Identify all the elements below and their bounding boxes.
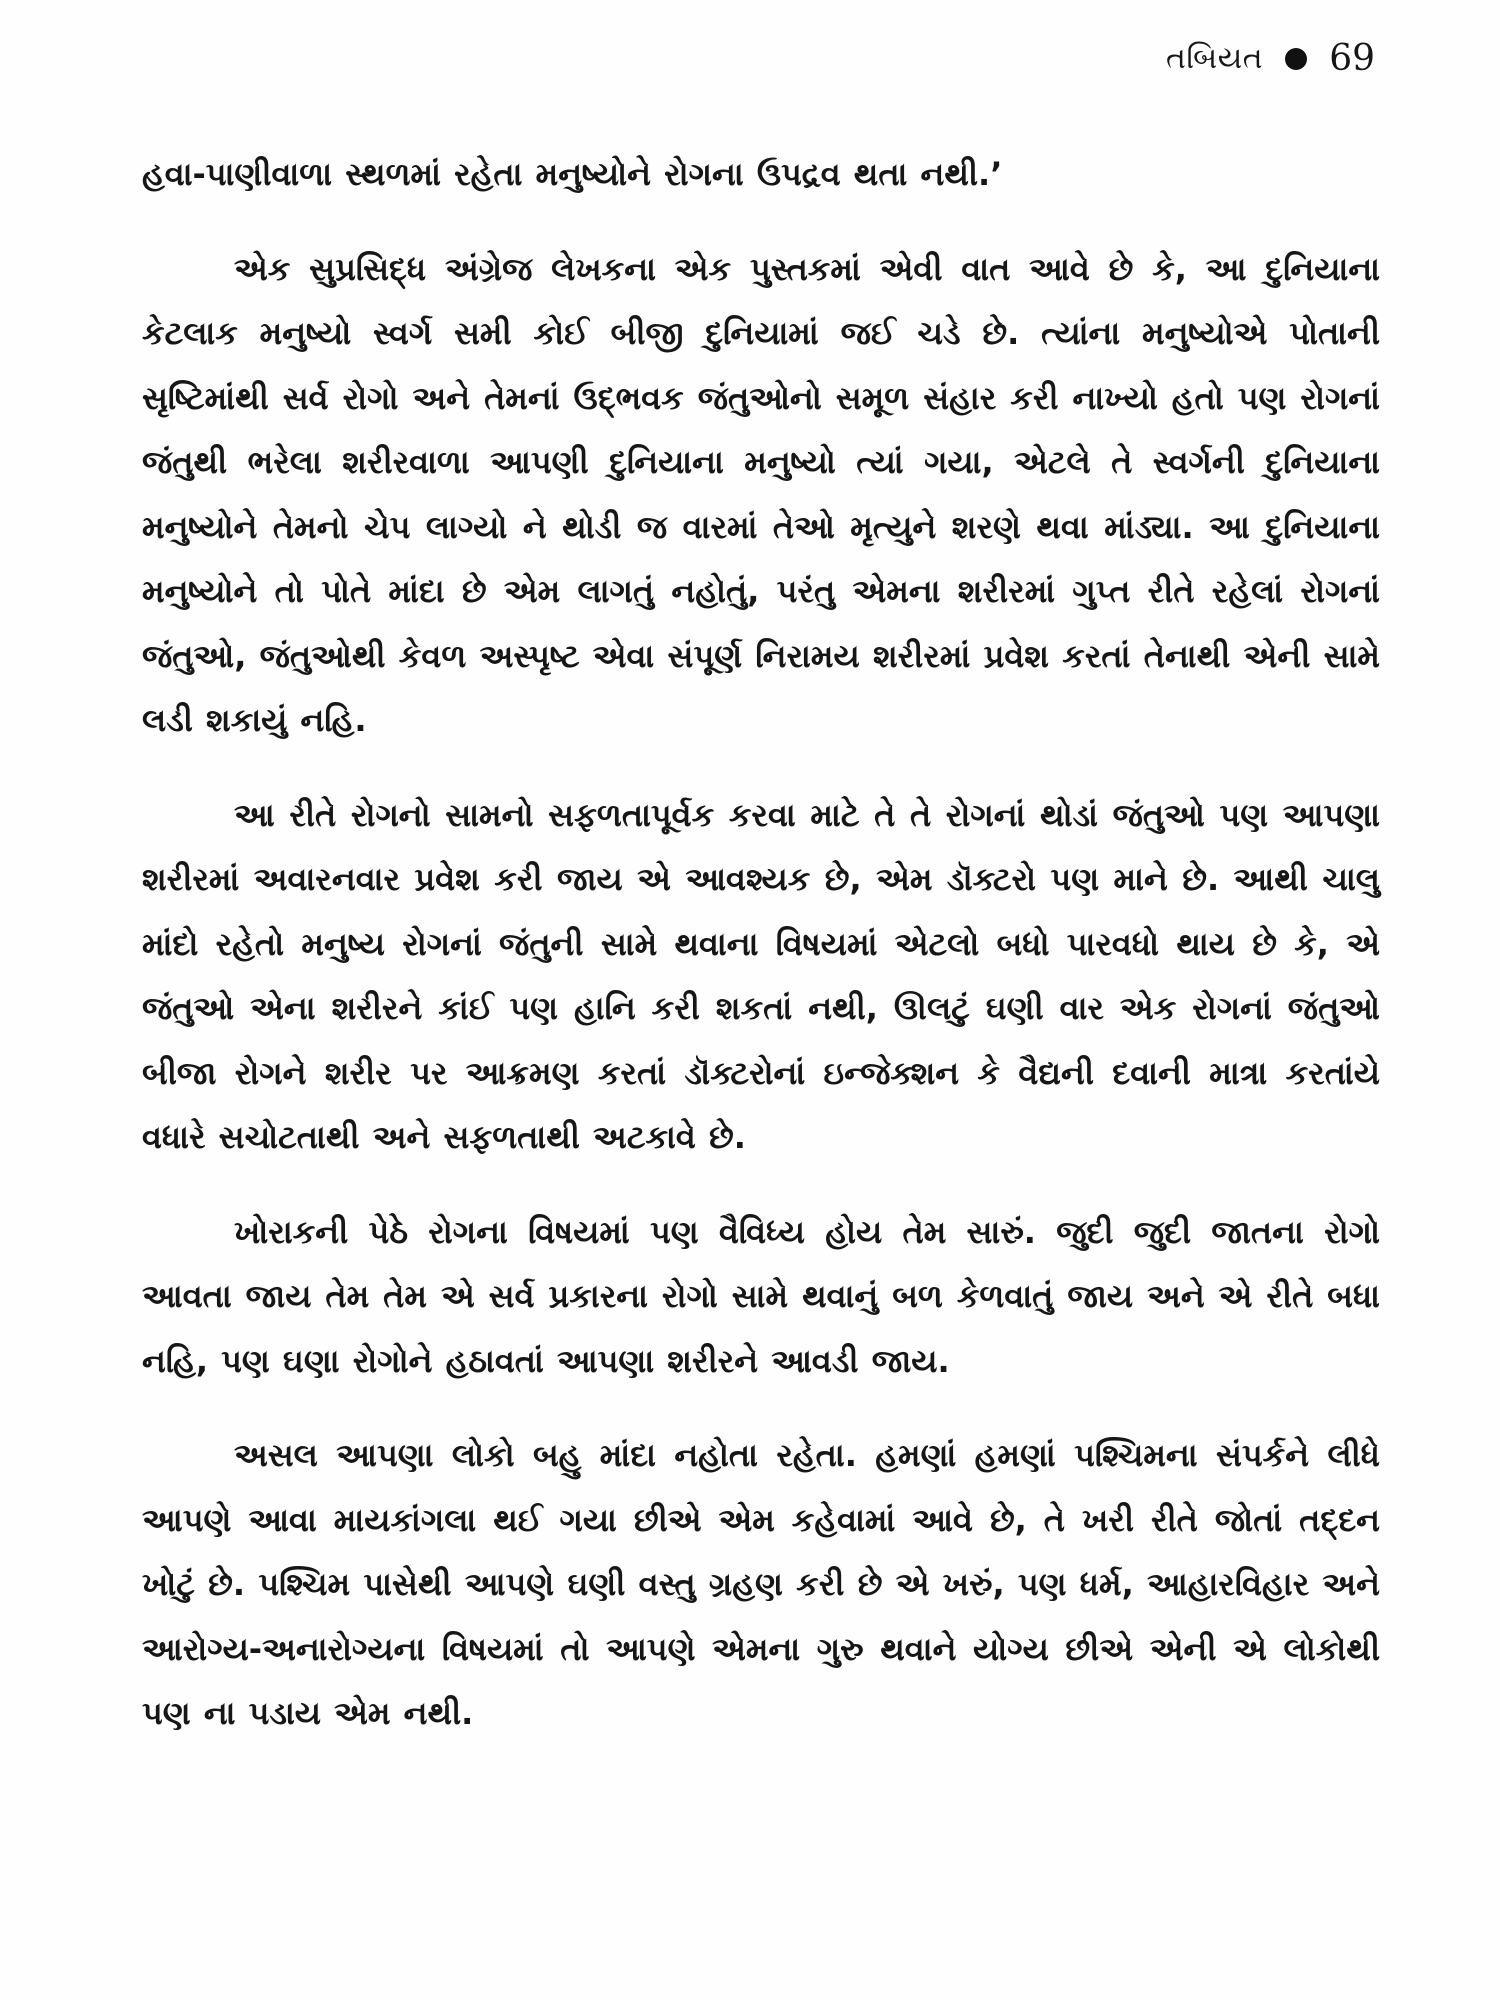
page-body	[142, 142, 1380, 1776]
page-number: 69	[1329, 38, 1375, 79]
paragraph: ખોરાકની પેઠે રોગના વિષયમાં પણ વૈવિધ્ય હોય તેમ સારું. જુદી જુદી જાતના રોગો આવતા જાય તેમ તેમ એ સર્વ પ્રકારના રોગો સામે થવાનું બળ કેળવાતું જાય અને એ રીતે બધા નહિ, પણ ઘણા રોગોને હઠાવતાં આપણા શરીરને આવડી જાય.	[142, 1212, 1380, 1380]
page-header	[1166, 38, 1375, 79]
bullet-icon	[1285, 48, 1307, 70]
paragraph: એક સુપ્રસિદ્ધ અંગ્રેજ લેખકના એક પુસ્તકમાં એવી વાત આવે છે કે, આ દુનિયાના કેટલાક મનુષ્યો સ્વર્ગ સમી કોઈ બીજી દુનિયામાં જઈ ચડે છે. ત્યાંના મનુષ્યોએ પોતાની સૃષ્ટિમાંથી સર્વ રોગો અને તેમનાં ઉદ્ભવક જંતુઓનો સમૂળ સંહાર કરી નાખ્યો હતો પણ રોગનાં જંતુથી ભરેલા શરીરવાળા આપણી દુનિયાના મનુષ્યો ત્યાં ગયા, એટલે તે સ્વર્ગની દુનિયાના મનુષ્યોને તેમનો ચેપ લાગ્યો ને થોડી જ વારમાં તેઓ મૃત્યુને શરણે થવા માંડ્યા. આ દુનિયાના મનુષ્યોને તો પોતે માંદા છે એમ લાગતું નહોતું, પરંતુ એમના શરીરમાં ગુપ્ત રીતે રહેલાં રોગનાં જંતુઓ, જંતુઓથી કેવળ અસ્પૃષ્ટ એવા સંપૂર્ણ નિરામય શરીરમાં પ્રવેશ કરતાં તેનાથી એની સામે લડી શકાયું નહિ.	[142, 249, 1380, 739]
paragraph: આ રીતે રોગનો સામનો સફળતાપૂર્વક કરવા માટે તે તે રોગનાં થોડાં જંતુઓ પણ આપણા શરીરમાં અવારનવાર પ્રવેશ કરી જાય એ આવશ્યક છે, એમ ડૉક્ટરો પણ માને છે. આથી ચાલુ માંદો રહેતો મનુષ્ય રોગનાં જંતુની સામે થવાના વિષયમાં એટલો બધો પારવધો થાય છે કે, એ જંતુઓ એના શરીરને કાંઈ પણ હાનિ કરી શકતાં નથી, ઊલટું ઘણી વાર એક રોગનાં જંતુઓ બીજા રોગને શરીર પર આક્રમણ કરતાં ડૉક્ટરોનાં ઇન્જેક્શન કે વૈદ્યની દવાની માત્રા કરતાંયે વધારે સચોટતાથી અને સફળતાથી અટકાવે છે.	[142, 795, 1380, 1156]
paragraph-continuation: હવા-પાણીવાળા સ્થળમાં રહેતા મનુષ્યોને રોગના ઉપદ્રવ થતા નથી.’	[142, 155, 1003, 193]
running-title: તબિયત	[1165, 41, 1264, 76]
paragraph: અસલ આપણા લોકો બહુ માંદા નહોતા રહેતા. હમણાં હમણાં પશ્ચિમના સંપર્કને લીધે આપણે આવા માયકાંગલા થઈ ગયા છીએ એમ કહેવામાં આવે છે, તે ખરી રીતે જોતાં તદ્દન ખોટું છે. પશ્ચિમ પાસેથી આપણે ઘણી વસ્તુ ગ્રહણ કરી છે એ ખરું, પણ ધર્મ, આહારવિહાર અને આરોગ્ય-અનારોગ્યના વિષયમાં તો આપણે એમના ગુરુ થવાને યોગ્ય છીએ એની એ લોકોથી પણ ના પડાય એમ નથી.	[142, 1436, 1380, 1732]
